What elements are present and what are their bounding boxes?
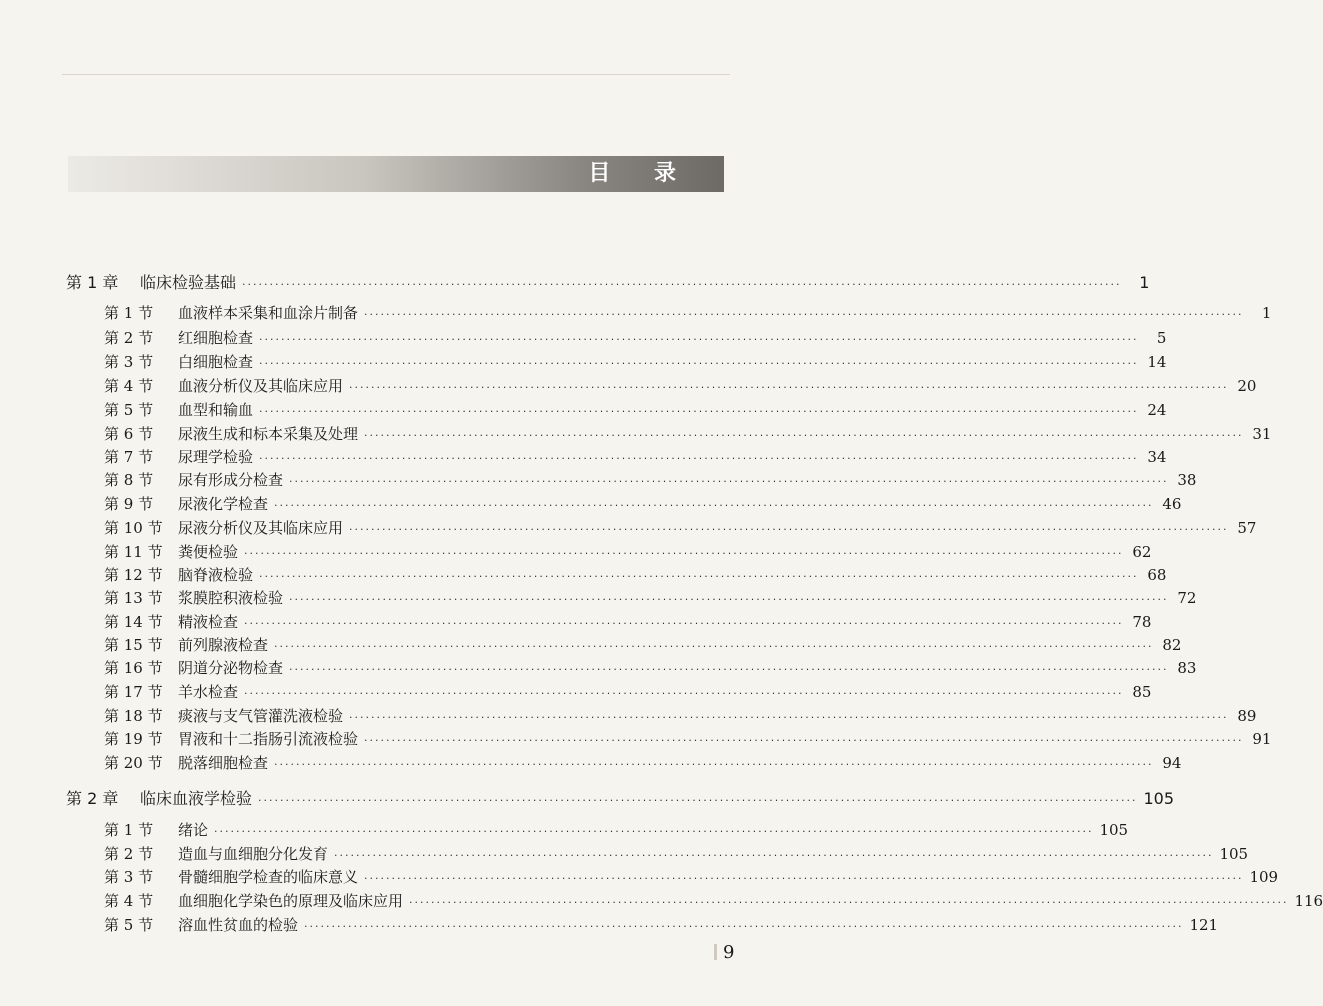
page-number-text: 9 <box>723 942 735 963</box>
section-title: 血液样本采集和血涂片制备 <box>178 304 359 322</box>
dot-leader: ································································································································································ <box>409 896 1289 909</box>
toc-section-row[interactable] <box>104 890 1323 911</box>
section-number: 第 19 节 <box>104 730 163 748</box>
section-title: 尿有形成分检查 <box>178 471 284 489</box>
section-number: 第 1 节 <box>104 304 154 322</box>
toc-page-number: 105 <box>1143 789 1175 808</box>
toc-section-row[interactable] <box>104 517 1257 538</box>
toc-page-number: 68 <box>1147 566 1167 584</box>
dot-leader: ································································································································································ <box>364 308 1244 321</box>
toc-banner <box>68 156 724 192</box>
dot-leader: ································································································································································ <box>364 429 1244 442</box>
section-title: 白细胞检查 <box>178 353 254 371</box>
toc-section-row[interactable] <box>104 752 1182 773</box>
section-number: 第 2 节 <box>104 845 154 863</box>
toc-page-number: 1 <box>1261 304 1272 322</box>
section-number: 第 12 节 <box>104 566 163 584</box>
dot-leader: ································································································································································ <box>214 825 1094 838</box>
section-title: 血液分析仪及其临床应用 <box>178 377 344 395</box>
bleed-through-rule <box>62 74 730 75</box>
section-title: 绪论 <box>178 821 209 839</box>
toc-page-number: 109 <box>1249 868 1279 886</box>
toc-page-number: 14 <box>1147 353 1167 371</box>
section-number: 第 6 节 <box>104 425 154 443</box>
dot-leader: ································································································································································ <box>364 872 1244 885</box>
section-title: 血型和输血 <box>178 401 254 419</box>
section-number: 第 15 节 <box>104 636 163 654</box>
dot-leader: ································································································································································ <box>259 333 1139 346</box>
section-title: 阴道分泌物检查 <box>178 659 284 677</box>
toc-section-row[interactable] <box>104 914 1219 935</box>
section-title: 脑脊液检验 <box>178 566 254 584</box>
dot-leader: ································································································································································ <box>349 711 1229 724</box>
section-number: 第 16 节 <box>104 659 163 677</box>
dot-leader: ································································································································································ <box>258 794 1138 807</box>
dot-leader: ································································································································································ <box>274 758 1154 771</box>
toc-section-row[interactable] <box>104 423 1272 444</box>
section-number: 第 9 节 <box>104 495 154 513</box>
toc-page-number: 20 <box>1237 377 1257 395</box>
section-title: 红细胞检查 <box>178 329 254 347</box>
toc-section-row[interactable] <box>104 446 1167 467</box>
toc-section-row[interactable] <box>104 564 1167 585</box>
toc-section-row[interactable] <box>104 399 1167 420</box>
section-title: 尿液化学检查 <box>178 495 269 513</box>
toc-page-number: 116 <box>1294 892 1323 910</box>
toc-section-row[interactable] <box>104 375 1257 396</box>
toc-page-number: 1 <box>1139 273 1150 292</box>
toc-page-number: 72 <box>1177 589 1197 607</box>
toc-section-row[interactable] <box>104 302 1272 323</box>
dot-leader: ································································································································································ <box>349 381 1229 394</box>
section-title: 尿理学检验 <box>178 448 254 466</box>
section-number: 第 14 节 <box>104 613 163 631</box>
dot-leader: ································································································································································ <box>259 452 1139 465</box>
section-number: 第 17 节 <box>104 683 163 701</box>
dot-leader: ································································································································································ <box>259 357 1139 370</box>
section-title: 血细胞化学染色的原理及临床应用 <box>178 892 404 910</box>
section-number: 第 20 节 <box>104 754 163 772</box>
dot-leader: ································································································································································ <box>244 547 1124 560</box>
chapter-title: 临床检验基础 <box>140 273 237 292</box>
toc-page-number: 94 <box>1162 754 1182 772</box>
toc-page-number: 121 <box>1189 916 1219 934</box>
dot-leader: ································································································································································ <box>364 734 1244 747</box>
section-number: 第 18 节 <box>104 707 163 725</box>
dot-leader: ································································································································································ <box>244 687 1124 700</box>
toc-section-row[interactable] <box>104 681 1152 702</box>
section-number: 第 8 节 <box>104 471 154 489</box>
chapter-title: 临床血液学检验 <box>140 789 253 808</box>
section-title: 羊水检查 <box>178 683 239 701</box>
section-title: 造血与血细胞分化发育 <box>178 845 329 863</box>
section-title: 粪便检验 <box>178 543 239 561</box>
section-title: 溶血性贫血的检验 <box>178 916 299 934</box>
toc-section-row[interactable] <box>104 351 1167 372</box>
toc-page-number: 91 <box>1252 730 1272 748</box>
toc-section-row[interactable] <box>104 728 1272 749</box>
toc-page-number: 83 <box>1177 659 1197 677</box>
toc-section-row[interactable] <box>104 866 1279 887</box>
toc-chapter-row[interactable] <box>66 786 1175 809</box>
toc-page-number: 46 <box>1162 495 1182 513</box>
section-title: 骨髓细胞学检查的临床意义 <box>178 868 359 886</box>
toc-section-row[interactable] <box>104 611 1152 632</box>
section-title: 前列腺液检查 <box>178 636 269 654</box>
dot-leader: ································································································································································ <box>259 570 1139 583</box>
dot-leader: ································································································································································ <box>259 405 1139 418</box>
section-number: 第 7 节 <box>104 448 154 466</box>
section-title: 精液检查 <box>178 613 239 631</box>
toc-page-number: 31 <box>1252 425 1272 443</box>
section-number: 第 2 节 <box>104 329 154 347</box>
section-title: 胃液和十二指肠引流液检验 <box>178 730 359 748</box>
toc-page-number: 62 <box>1132 543 1152 561</box>
section-title: 尿液生成和标本采集及处理 <box>178 425 359 443</box>
dot-leader: ································································································································································ <box>349 523 1229 536</box>
toc-page-number: 57 <box>1237 519 1257 537</box>
dot-leader: ································································································································································ <box>334 849 1214 862</box>
toc-section-row[interactable] <box>104 705 1257 726</box>
dot-leader: ································································································································································ <box>274 499 1154 512</box>
toc-page-number: 24 <box>1147 401 1167 419</box>
dot-leader: ································································································································································ <box>289 475 1169 488</box>
section-title: 浆膜腔积液检验 <box>178 589 284 607</box>
section-number: 第 4 节 <box>104 377 154 395</box>
dot-leader: ································································································································································ <box>304 920 1184 933</box>
section-number: 第 13 节 <box>104 589 163 607</box>
page-number <box>714 942 734 963</box>
toc-section-row[interactable] <box>104 634 1182 655</box>
dot-leader: ································································································································································ <box>242 278 1122 291</box>
section-title: 痰液与支气管灌洗液检验 <box>178 707 344 725</box>
toc-section-row[interactable] <box>104 493 1182 514</box>
toc-page-number: 85 <box>1132 683 1152 701</box>
toc-section-row[interactable] <box>104 819 1129 840</box>
section-title: 尿液分析仪及其临床应用 <box>178 519 344 537</box>
toc-section-row[interactable] <box>104 657 1197 678</box>
section-title: 脱落细胞检查 <box>178 754 269 772</box>
chapter-number: 第 1 章 <box>66 273 119 292</box>
toc-section-row[interactable] <box>104 587 1197 608</box>
toc-page-number: 38 <box>1177 471 1197 489</box>
chapter-number: 第 2 章 <box>66 789 119 808</box>
section-number: 第 5 节 <box>104 401 154 419</box>
section-number: 第 3 节 <box>104 353 154 371</box>
toc-page-number: 89 <box>1237 707 1257 725</box>
dot-leader: ································································································································································ <box>274 640 1154 653</box>
section-number: 第 4 节 <box>104 892 154 910</box>
toc-page-number: 78 <box>1132 613 1152 631</box>
toc-section-row[interactable] <box>104 327 1167 348</box>
toc-page-number: 34 <box>1147 448 1167 466</box>
toc-page-number: 105 <box>1099 821 1129 839</box>
toc-page-number: 5 <box>1156 329 1167 347</box>
toc-section-row[interactable] <box>104 469 1197 490</box>
toc-section-row[interactable] <box>104 541 1152 562</box>
section-number: 第 3 节 <box>104 868 154 886</box>
toc-page-number: 105 <box>1219 845 1249 863</box>
toc-section-row[interactable] <box>104 843 1249 864</box>
section-number: 第 1 节 <box>104 821 154 839</box>
page-number-mark <box>714 944 717 960</box>
toc-page-number: 82 <box>1162 636 1182 654</box>
toc-heading: 目 录 <box>588 161 694 186</box>
section-number: 第 5 节 <box>104 916 154 934</box>
toc-chapter-row[interactable] <box>66 270 1150 293</box>
dot-leader: ································································································································································ <box>289 593 1169 606</box>
section-number: 第 10 节 <box>104 519 163 537</box>
section-number: 第 11 节 <box>104 543 163 561</box>
dot-leader: ································································································································································ <box>289 663 1169 676</box>
dot-leader: ································································································································································ <box>244 617 1124 630</box>
